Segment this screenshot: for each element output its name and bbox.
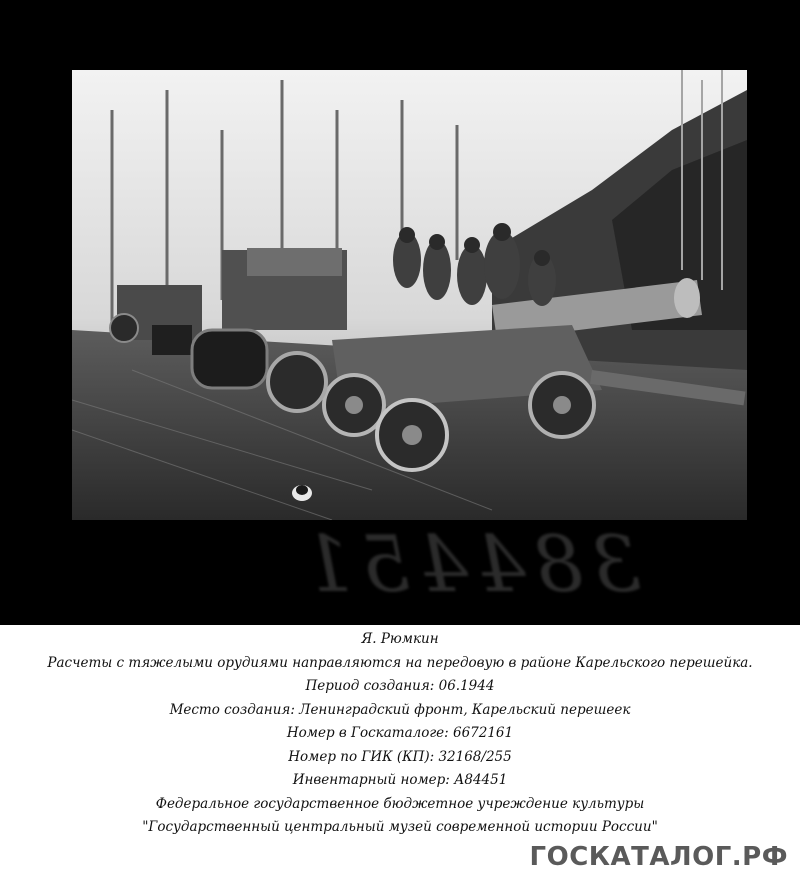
historical-photograph	[72, 70, 747, 520]
creation-period: Период создания: 06.1944	[305, 678, 495, 694]
institution-line-2: "Государственный центральный музей современной истории России"	[142, 819, 658, 835]
photo-title: Расчеты с тяжелыми орудиями направляются на передовую в районе Карельского перешейка.	[47, 654, 753, 671]
caption	[0, 628, 800, 840]
institution-line-1: Федеральное государственное бюджетное учреждение культуры	[155, 795, 645, 812]
negative-number: 384451	[295, 520, 641, 610]
creation-place: Место создания: Ленинградский фронт, Карельский перешеек	[169, 701, 631, 718]
author: Я. Рюмкин	[361, 631, 439, 647]
goscatalog-number: Номер в Госкаталоге: 6672161	[286, 725, 514, 741]
inventory-number: Инвентарный номер: А84451	[292, 772, 508, 788]
goskatalog-logo: ГОСКАТАЛОГ.РФ	[526, 840, 792, 874]
gik-number: Номер по ГИК (КП): 32168/255	[288, 748, 512, 765]
